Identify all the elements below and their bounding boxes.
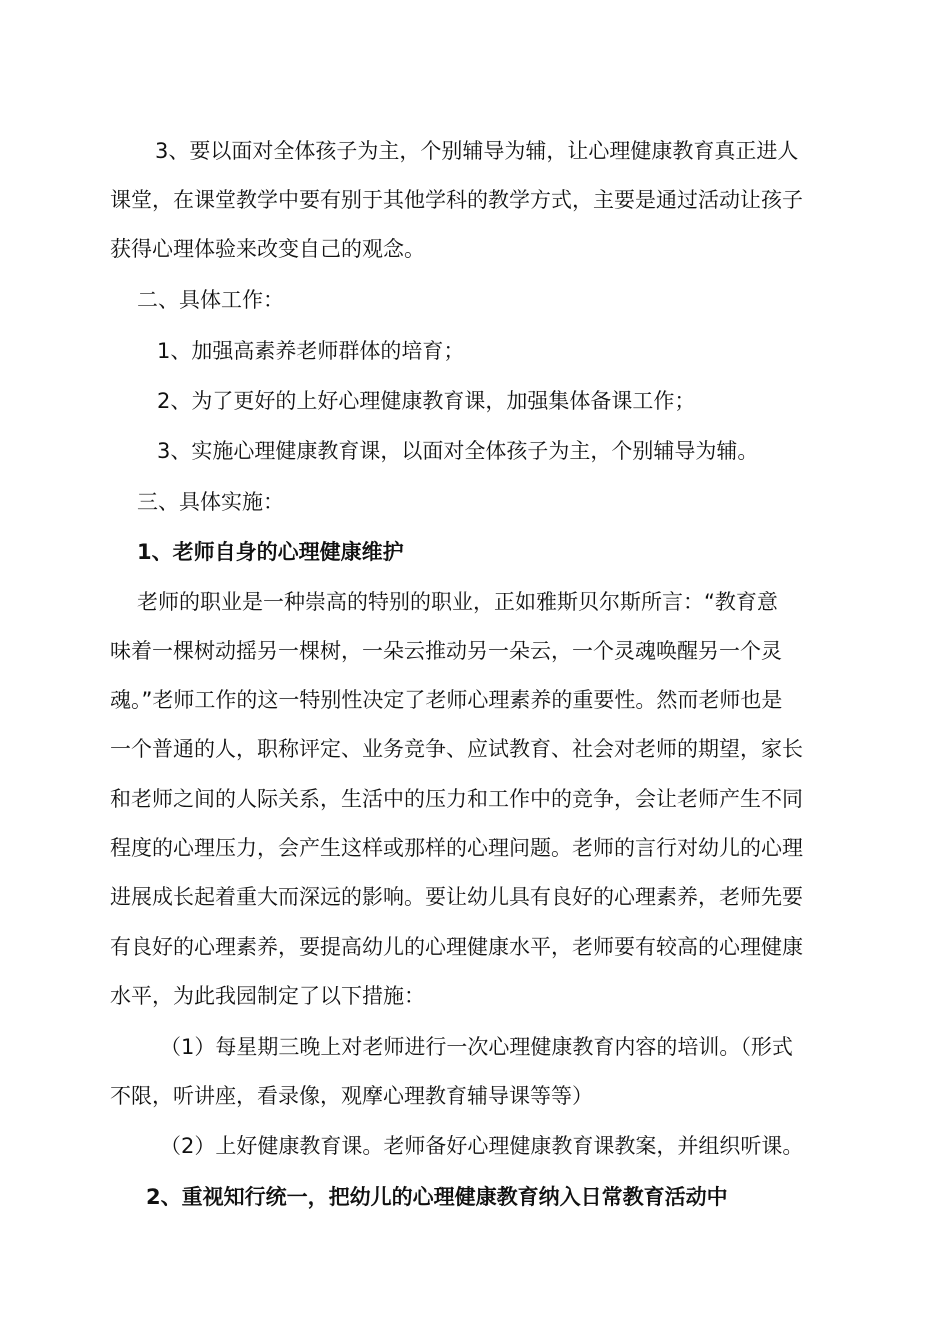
para2-line5: 和老师之间的人际关系，生活中的压力和工作中的竞争，会让老师产生不同: [110, 787, 803, 811]
para2-line6: 程度的心理压力，会产生这样或那样的心理问题。老师的言行对幼儿的心理: [110, 836, 803, 860]
para2-line3: 魂。”老师工作的这一特别性决定了老师心理素养的重要性。然而老师也是: [110, 688, 783, 712]
measure1-line1: （1）每星期三晚上对老师进行一次心理健康教育内容的培训。（形式: [160, 1035, 793, 1059]
para1-line3: 获得心理体验来改变自己的观念。: [110, 237, 425, 261]
para1-line2: 课堂，在课堂教学中要有别于其他学科的教学方式，主要是通过活动让孩子: [110, 188, 803, 212]
measure1-line2: 不限，听讲座，看录像，观摩心理教育辅导课等等）: [110, 1084, 593, 1108]
para2-line4: 一个普通的人，职称评定、业务竞争、应试教育、社会对老师的期望，家长: [110, 737, 803, 761]
work-item-1: 1、加强高素养老师群体的培育；: [157, 339, 465, 363]
para2-line7: 进展成长起着重大而深远的影响。要让幼儿具有良好的心理素养，老师先要: [110, 885, 803, 909]
para2-line9: 水平，为此我园制定了以下措施：: [110, 984, 425, 1008]
work-item-3: 3、实施心理健康教育课，以面对全体孩子为主，个别辅导为辅。: [157, 439, 759, 463]
para2-line1: 老师的职业是一种崇高的特别的职业，正如雅斯贝尔斯所言：“教育意: [137, 590, 778, 614]
sub1-heading: 1、老师自身的心理健康维护: [137, 540, 404, 564]
para1-line1: 3、要以面对全体孩子为主，个别辅导为辅，让心理健康教育真正进人: [155, 139, 799, 163]
para2-line2: 味着一棵树动摇另一棵树，一朵云推动另一朵云，一个灵魂唤醒另一个灵: [110, 639, 782, 663]
work-item-2: 2、为了更好的上好心理健康教育课，加强集体备课工作；: [157, 389, 696, 413]
section2-heading: 二、具体工作：: [137, 288, 284, 312]
sub2-heading: 2、重视知行统一，把幼儿的心理健康教育纳入日常教育活动中: [146, 1185, 728, 1209]
measure2: （2）上好健康教育课。老师备好心理健康教育课教案，并组织听课。: [160, 1134, 804, 1158]
section3-heading: 三、具体实施：: [137, 490, 284, 514]
para2-line8: 有良好的心理素养，要提高幼儿的心理健康水平，老师要有较高的心理健康: [110, 935, 803, 959]
